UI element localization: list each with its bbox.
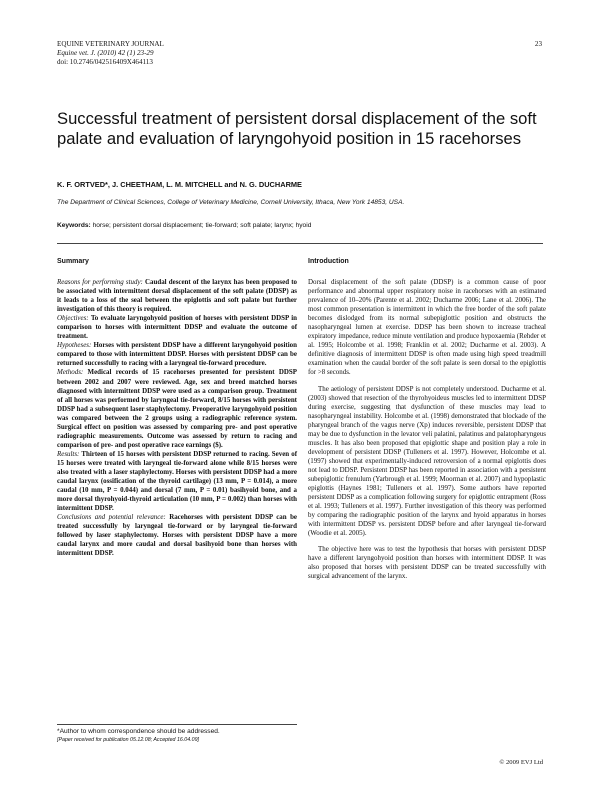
summary-text: Horses with persistent DDSP have a different laryngohyoid position compared to those with intermittent DDSP. Horses with persistent DDSP can be returned successfully to racing with a laryngeal tie-forward procedure. xyxy=(57,341,297,368)
page-number: 23 xyxy=(534,40,542,48)
summary-label: Methods: xyxy=(57,368,84,377)
introduction-paragraph: Dorsal displacement of the soft palate (DDSP) is a common cause of poor performance and abnormal upper respiratory noise in racehorses with an estimated prevalence of 10–20% (Parente et al. 2002; Ducharme 2006; Lane et al. 2006). The most common presentation is intermittent in which the free border of the soft palate becomes dislodged from its normal subepiglottic position and obstructs the nasopharyngeal lumen at exercise. DDSP has been shown to increase tracheal expiratory impedance, reduce minute ventilation and produce hypoxaemia (Rehder et al. 1995; Holcombe et al. 1998; Franklin et al. 2002; Ducharme et al. 2003). A definitive diagnosis of intermittent DDSP is often made using high speed treadmill examination when the caudal border of the soft palate is seen dorsal to the epiglottis for >8 seconds. xyxy=(308,278,546,377)
summary-paragraph xyxy=(57,341,297,368)
footnote-divider xyxy=(57,724,297,725)
keywords xyxy=(57,221,547,230)
summary-label: Conclusions and potential relevance: xyxy=(57,513,166,522)
doi: doi: 10.2746/042516409X464113 xyxy=(57,58,153,67)
summary-paragraph xyxy=(57,314,297,341)
summary-column xyxy=(57,257,297,558)
journal-citation: Equine vet. J. (2010) 42 (1) 23-29 xyxy=(57,49,154,58)
introduction-heading: Introduction xyxy=(308,258,349,265)
correspondence-note: *Author to whom correspondence should be addressed. xyxy=(57,728,220,735)
keywords-label: Keywords: xyxy=(57,222,91,229)
introduction-paragraph: The aetiology of persistent DDSP is not completely understood. Ducharme et al. (2003) showed that resection of the thyrohyoideus muscles led to intermittent DDSP during exercise, suggesting that dysfunction of these muscles may lead to nasopharyngeal instability. Holcombe et al. (1998) demonstrated that blockade of the pharyngeal branch of the vagus nerve (Xp) induces reversible, persistent DDSP that may be due to dysfunction in the levator veli palatini, palatinus and palatopharyngeus muscles. It has also been proposed that epiglottic shape and position play a role in development of persistent DDSP (Tulleners et al. 1997). However, Holcombe et al. (1997) showed that experimentally-induced retroversion of a normal epiglottis does not lead to DDSP. Persistent DDSP has been reported in association with a persistent subepiglottic frenulum (Yarbrough et al. 1999; Moorman et al. 2007) and hypoplastic epiglottis (Haynes 1981; Tulleners et al. 1997). Some authors have reported persistent DDSP as a complication following surgery for epiglottic entrapment (Ross et al. 1993; Tulleners et al. 1997). Further investigation of this theory was performed by comparing the radiographic position of the larynx and hyoid apparatus in horses with intermittent DDSP vs. persistent DDSP before and after laryngeal tie-forward (Woodie et al. 2005). xyxy=(308,384,546,538)
summary-label: Objectives: xyxy=(57,314,89,323)
summary-paragraph xyxy=(57,450,297,513)
summary-text: To evaluate laryngohyoid position of horses with persistent DDSP in comparison to horses with intermittent DDSP and evaluate the outcome of treatment. xyxy=(57,314,297,341)
summary-text: Racehorses with persistent DDSP can be treated successfully by laryngeal tie-forward or by laryngeal tie-forward followed by laser staphylectomy. Horses with persistent DDSP have a more caudal larynx and more caudal and dorsal basihyoid bone than horses with intermittent DDSP. xyxy=(57,513,298,558)
summary-heading: Summary xyxy=(57,258,89,265)
author-list xyxy=(57,180,547,190)
summary-text: Medical records of 15 racehorses presented for persistent DDSP between 2002 and 2007 were reviewed. Age, sex and breed matched horses diagnosed with intermittent DDSP were used as a comparison group. Treatment of all horses was performed by laryngeal tie-forward, 8/15 horses with persistent DDSP had a subsequent laser staphylectomy. Preoperative laryngohyoid position was compared between the 2 groups using a radiographic reference system. Surgical effect on position was assessed by comparing pre- and post operative radiographic measurements. Outcome was assessed by return to racing and comparison of pre- and post operative race earnings ($). xyxy=(57,368,297,449)
footnotes xyxy=(57,727,357,744)
summary-label: Results: xyxy=(57,449,80,458)
introduction-column xyxy=(308,257,546,582)
summary-paragraph xyxy=(57,513,297,558)
divider xyxy=(57,243,543,244)
summary-text: Thirteen of 15 horses with persistent DDSP returned to racing. Seven of 15 horses were treated with laryngeal tie-forward alone while 8/15 horses were also treated with a laser staphylectomy. Horses with persistent DDSP had a more caudal larynx (ossification of the thyroid cartilage) (13 mm, P = 0.014), a more caudal (10 mm, P = 0.044) and dorsal (7 mm, P = 0.01) basihyoid bone, and a more dorsal thyrohyoid-thyroid articulation (10 mm, P = 0.002) than horses with intermittent DDSP. xyxy=(57,449,298,513)
article-title: Successful treatment of persistent dorsal displacement of the soft palate and evaluation of laryngohyoid position in 15 racehorses xyxy=(57,109,537,149)
received-note: [Paper received for publication 05.12.08; Accepted 16.04.09] xyxy=(57,737,200,743)
summary-paragraph xyxy=(57,278,297,314)
affiliation: The Department of Clinical Sciences, College of Veterinary Medicine, Cornell University, Ithaca, New York 14853, USA. xyxy=(57,199,405,206)
summary-label: Reasons for performing study: xyxy=(57,278,143,286)
keywords-text: horse; persistent dorsal displacement; tie-forward; soft palate; larynx; hyoid xyxy=(92,222,312,229)
summary-label: Hypotheses: xyxy=(57,341,92,350)
summary-text: Caudal descent of the larynx has been proposed to be associated with intermittent dorsal displacement of the soft palate (DDSP) as it leads to a loss of the seal between the epiglottis and soft palate but further investigation of this theory is required. xyxy=(57,278,298,314)
copyright: © 2009 EVJ Ltd xyxy=(499,759,543,766)
journal-name: EQUINE VETERINARY JOURNAL xyxy=(57,40,164,48)
introduction-paragraph: The objective here was to test the hypothesis that horses with persistent DDSP have a different laryngohyoid position than horses with intermittent DDSP. It was also proposed that horses with persistent DDSP can be treated successfully with surgical advancement of the larynx. xyxy=(308,545,546,581)
authors: K. F. ORTVED*, J. CHEETHAM, L. M. MITCHELL and N. G. DUCHARME xyxy=(57,180,302,189)
summary-paragraph xyxy=(57,368,297,449)
running-header xyxy=(57,40,542,68)
